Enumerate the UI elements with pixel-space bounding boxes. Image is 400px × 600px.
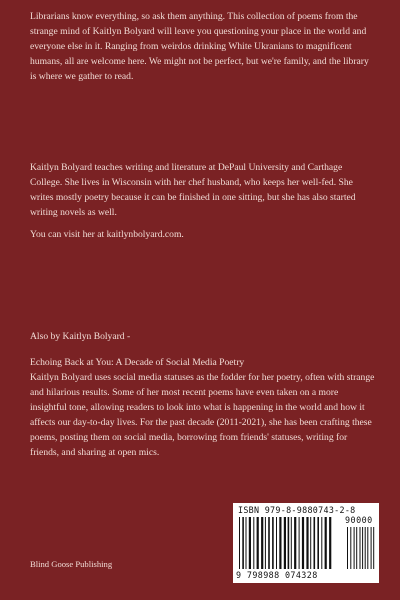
barcode-bar bbox=[249, 517, 251, 569]
barcode-bar bbox=[261, 517, 263, 569]
barcode-bar bbox=[306, 517, 308, 569]
barcode-bar bbox=[371, 527, 372, 569]
barcode-bar bbox=[257, 517, 259, 569]
barcode-bar bbox=[362, 527, 363, 569]
barcode-bar bbox=[365, 527, 366, 569]
barcode-bar bbox=[347, 527, 348, 569]
other-book-description: Kaitlyn Bolyard uses social media statuses as the fodder for her poetry, often with strange and hilarious results. Some of her most recent poems have even taken on a more insightful tone, allowing readers to look into what is happening in the world and how it affects our day-to-day lives. For the past decade (2011-2021), she has been crafting these poems, posting them on social media, borrowing from friends' statuses, writing for friends, and sharing at open mics. bbox=[30, 372, 375, 458]
barcode-bar bbox=[268, 517, 270, 569]
barcode-bar bbox=[356, 527, 357, 569]
isbn-barcode bbox=[233, 503, 379, 583]
author-bio: Kaitlyn Bolyard teaches writing and literature at DePaul University and Carthage College. She lives in Wisconsin with her chef husband, who keeps her well-fed. She writes mostly poetry because it can be finished in one sitting, but she has also started writing novels as well. bbox=[30, 162, 356, 218]
barcode-bar bbox=[310, 517, 311, 569]
barcode-bar bbox=[276, 517, 277, 569]
barcode-bar bbox=[314, 517, 316, 569]
addon-barcode-bars bbox=[346, 527, 376, 569]
ean-number: 9 798988 074328 bbox=[236, 570, 318, 580]
barcode-bar bbox=[294, 517, 296, 569]
barcode-bar bbox=[253, 517, 254, 569]
isbn-number: ISBN 979-8-9880743-2-8 bbox=[238, 505, 356, 515]
barcode-bar bbox=[284, 517, 286, 569]
barcode-bar bbox=[350, 527, 351, 569]
barcode-bar bbox=[329, 517, 331, 569]
barcode-bar bbox=[265, 517, 266, 569]
barcode-bar bbox=[321, 517, 322, 569]
barcode-bar bbox=[354, 527, 355, 569]
barcode-bar bbox=[279, 517, 281, 569]
barcode-bar bbox=[239, 517, 240, 569]
barcode-bar bbox=[367, 527, 368, 569]
also-by-heading: Also by Kaitlyn Bolyard - bbox=[30, 331, 131, 342]
barcode-bar bbox=[373, 527, 374, 569]
barcode-bar bbox=[317, 517, 319, 569]
barcode-bar bbox=[288, 517, 290, 569]
cover-blurb: Librarians know everything, so ask them anything. This collection of poems from the strange mind of Kaitlyn Bolyard will leave you questioning your place in the world and everyone else in it. Ranging from weirdos drinking White Ukranians to magnificent humans, all are welcome here. We might not be perfect, but we're family, and the library is where we gather to read. bbox=[30, 11, 369, 82]
barcode-bar bbox=[299, 517, 300, 569]
publisher-name: Blind Goose Publishing bbox=[30, 559, 113, 569]
barcode-bars bbox=[238, 517, 342, 569]
barcode-bar bbox=[291, 517, 292, 569]
barcode-bar bbox=[360, 527, 361, 569]
price-code: 90000 bbox=[345, 515, 373, 525]
barcode-bar bbox=[272, 517, 274, 569]
barcode-bar bbox=[302, 517, 304, 569]
barcode-bar bbox=[246, 517, 247, 569]
barcode-bar bbox=[325, 517, 327, 569]
barcode-bar bbox=[242, 517, 244, 569]
other-book-title: Echoing Back at You: A Decade of Social Media Poetry bbox=[30, 357, 245, 368]
author-website-line: You can visit her at kaitlynbolyard.com. bbox=[30, 229, 184, 240]
